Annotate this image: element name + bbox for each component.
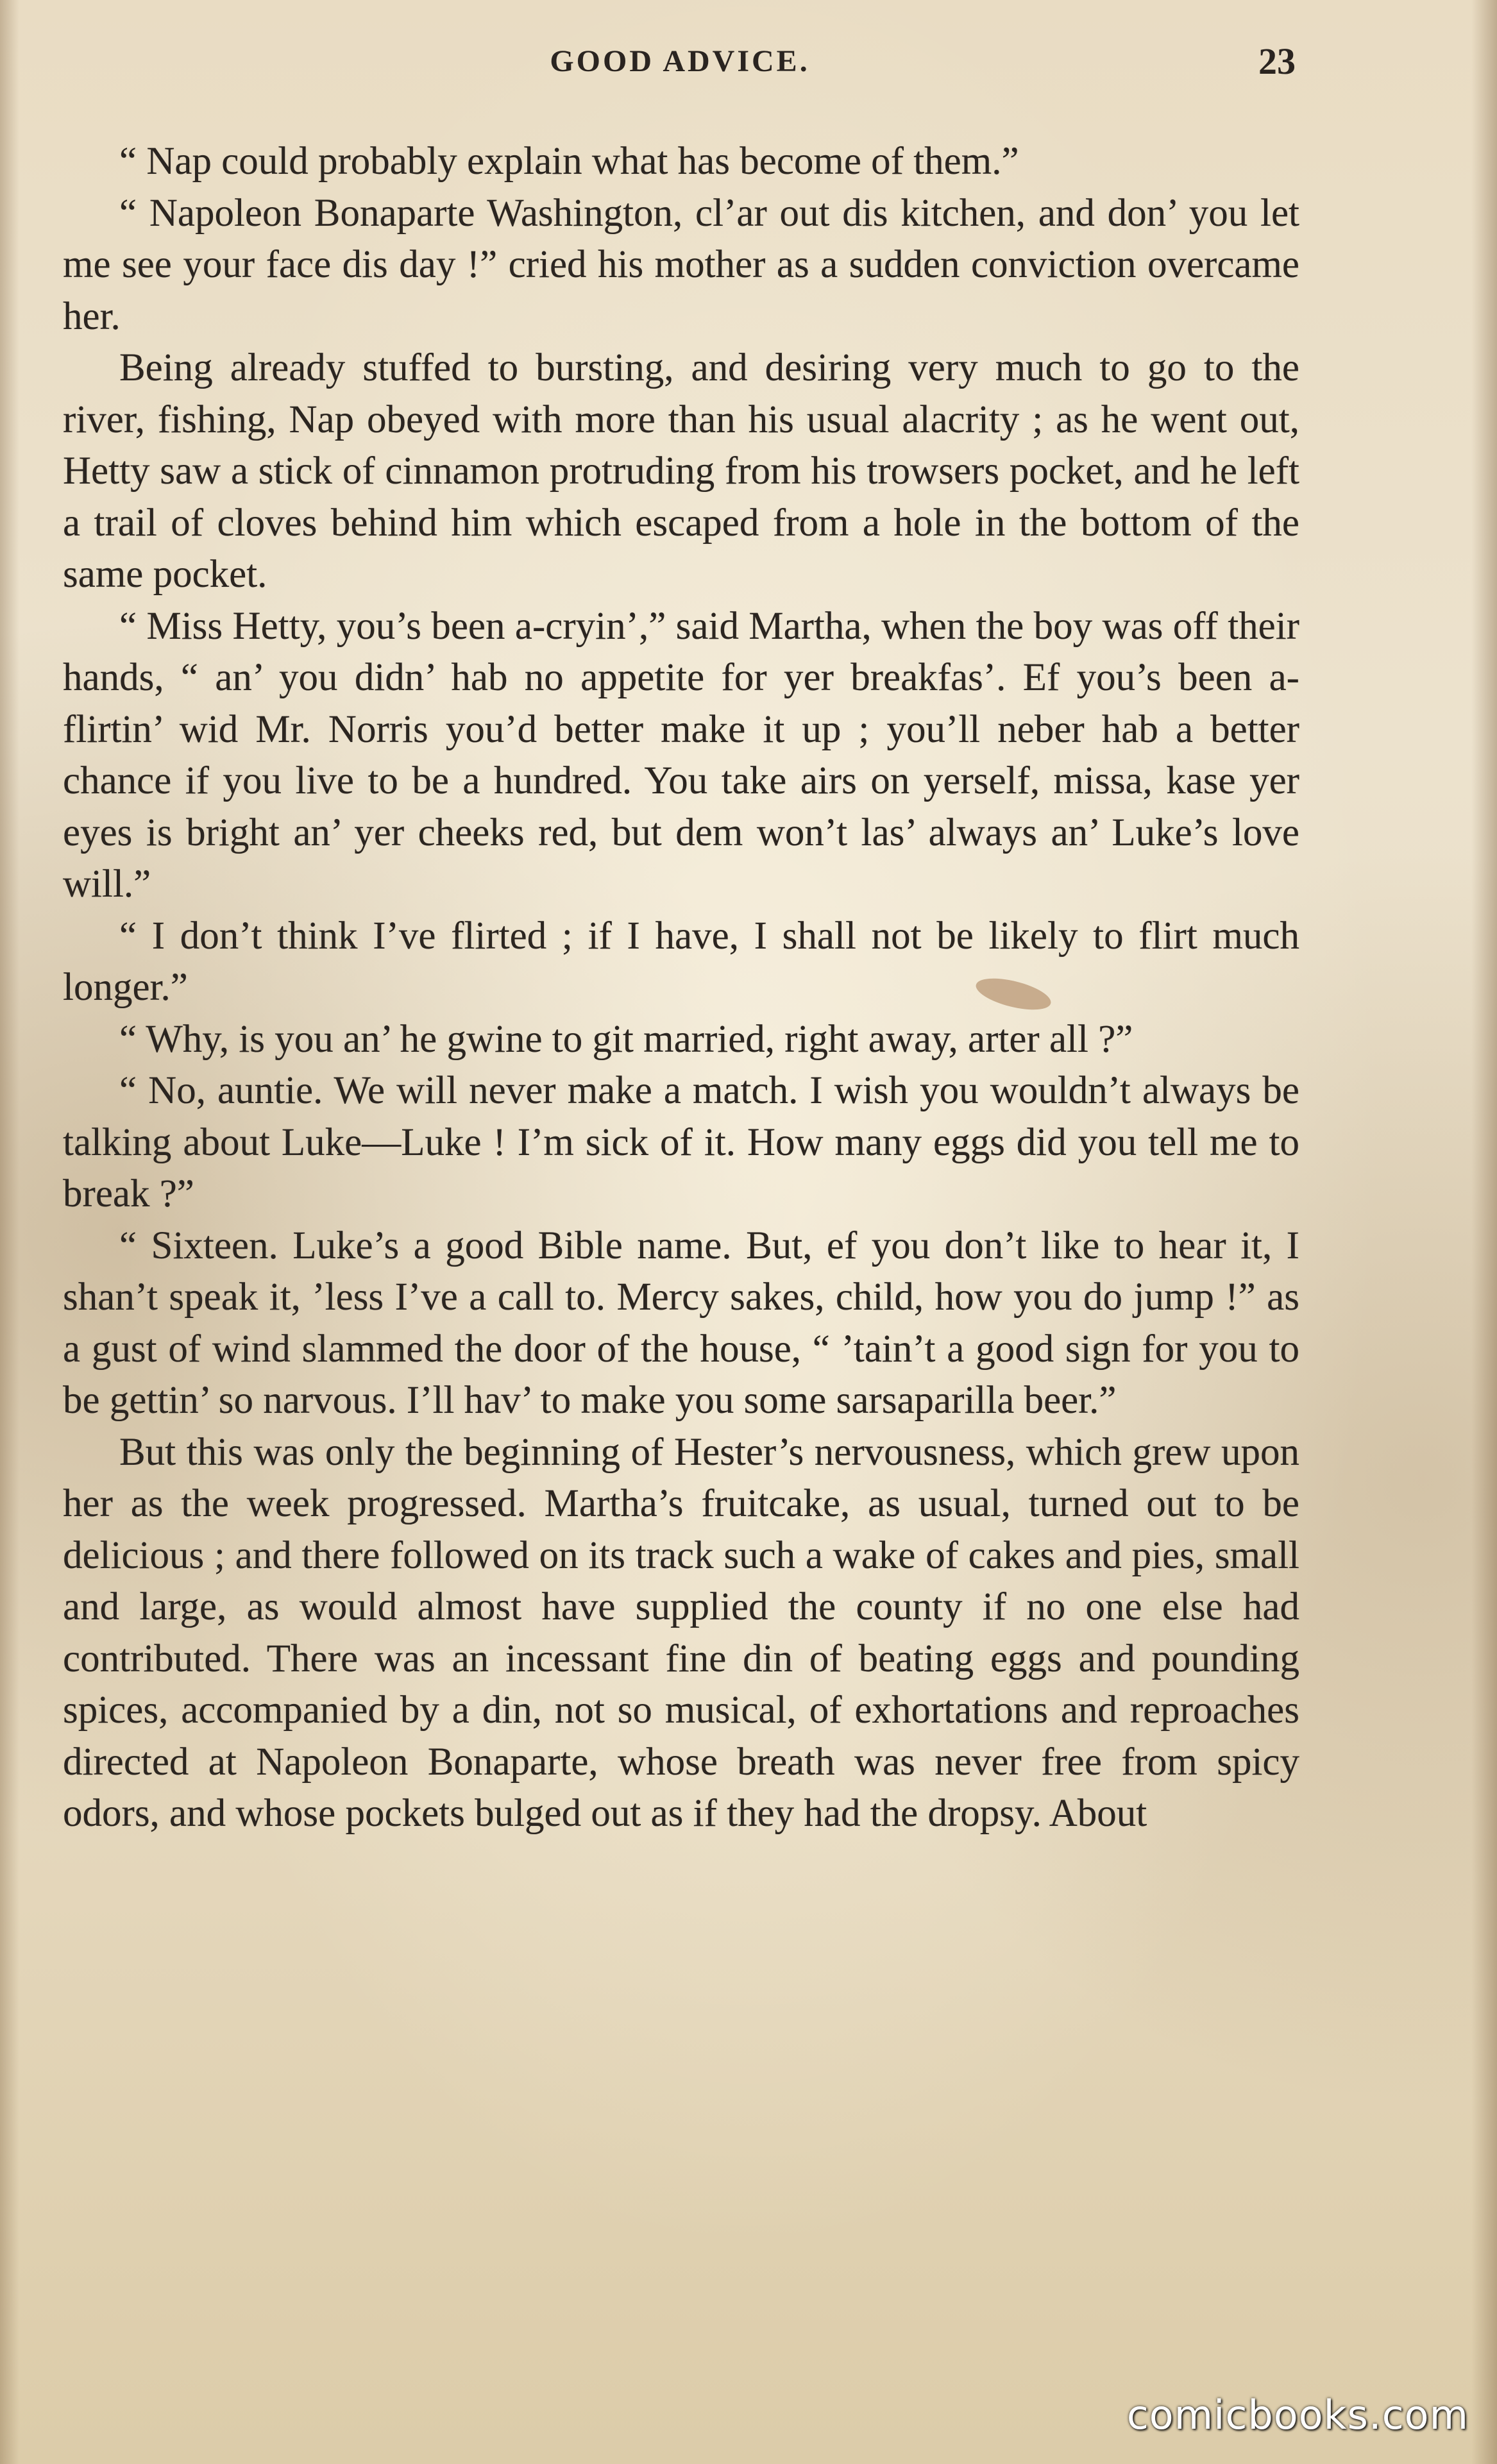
paragraph: “ Sixteen. Luke’s a good Bible name. But, ef you don’t like to hear it, I shan’t speak it, ’less I’ve a call to. Mercy sakes, child, how you do jump !” as a gust of wind slammed the door of the house, “ ’tain’t a good sign for you to be gettin’ so narvous. I’ll hav’ to make you some sarsaparilla beer.”	[63, 1224, 1299, 1422]
paragraph: Being already stuffed to bursting, and desiring very much to go to the river, fishing, Nap obeyed with more than his usual alacrity ; as he went out, Hetty saw a stick of cinnamon protruding from his trowsers pocket, and he left a trail of cloves behind him which escaped from a hole in the bottom of the same pocket.	[63, 346, 1299, 596]
paragraph: But this was only the beginning of Hester’s nervousness, which grew upon her as the week progressed. Martha’s fruitcake, as usual, turned out to be delicious ; and there followed on its track such a wake of cakes and pies, small and large, as would almost have supplied the county if no one else had contributed. There was an incessant fine din of beating eggs and pounding spices, accompanied by a din, not so musical, of exhortations and reproaches directed at Napoleon Bonaparte, whose breath was never free from spicy odors, and whose pockets bulged out as if they had the dropsy. About	[63, 1430, 1299, 1835]
paragraph: “ Napoleon Bonaparte Washington, cl’ar out dis kitchen, and don’ you let me see your face dis day !” cried his mother as a sudden conviction overcame her.	[63, 191, 1299, 338]
body-text	[63, 136, 1299, 1840]
paragraph: “ I don’t think I’ve flirted ; if I have, I shall not be likely to flirt much longer.”	[63, 914, 1299, 1009]
page-edge-shadow-left	[0, 0, 19, 2464]
paragraph: “ Why, is you an’ he gwine to git married, right away, arter all ?”	[119, 1017, 1133, 1061]
page-header	[64, 40, 1296, 91]
paragraph: “ Nap could probably explain what has become of them.”	[119, 140, 1019, 183]
running-head: GOOD ADVICE.	[550, 44, 810, 78]
paragraph: “ Miss Hetty, you’s been a-cryin’,” said Martha, when the boy was off their hands, “ an’ you didn’ hab no appetite for yer breakfas’. Ef you’s been a-flirtin’ wid Mr. Norris you’d better make it up ; you’ll neber hab a better chance if you live to be a hundred. You take airs on yerself, missa, kase yer eyes is bright an’ yer cheeks red, but dem won’t las’ always an’ Luke’s love will.”	[63, 604, 1299, 906]
paragraph: “ No, auntie. We will never make a match. I wish you wouldn’t always be talking about Luke—Luke ! I’m sick of it. How many eggs did you tell me to break ?”	[63, 1069, 1299, 1215]
page-number: 23	[1258, 40, 1296, 82]
page-edge-shadow-right	[1471, 0, 1497, 2464]
site-watermark: comicbooks.com	[1126, 2392, 1469, 2438]
